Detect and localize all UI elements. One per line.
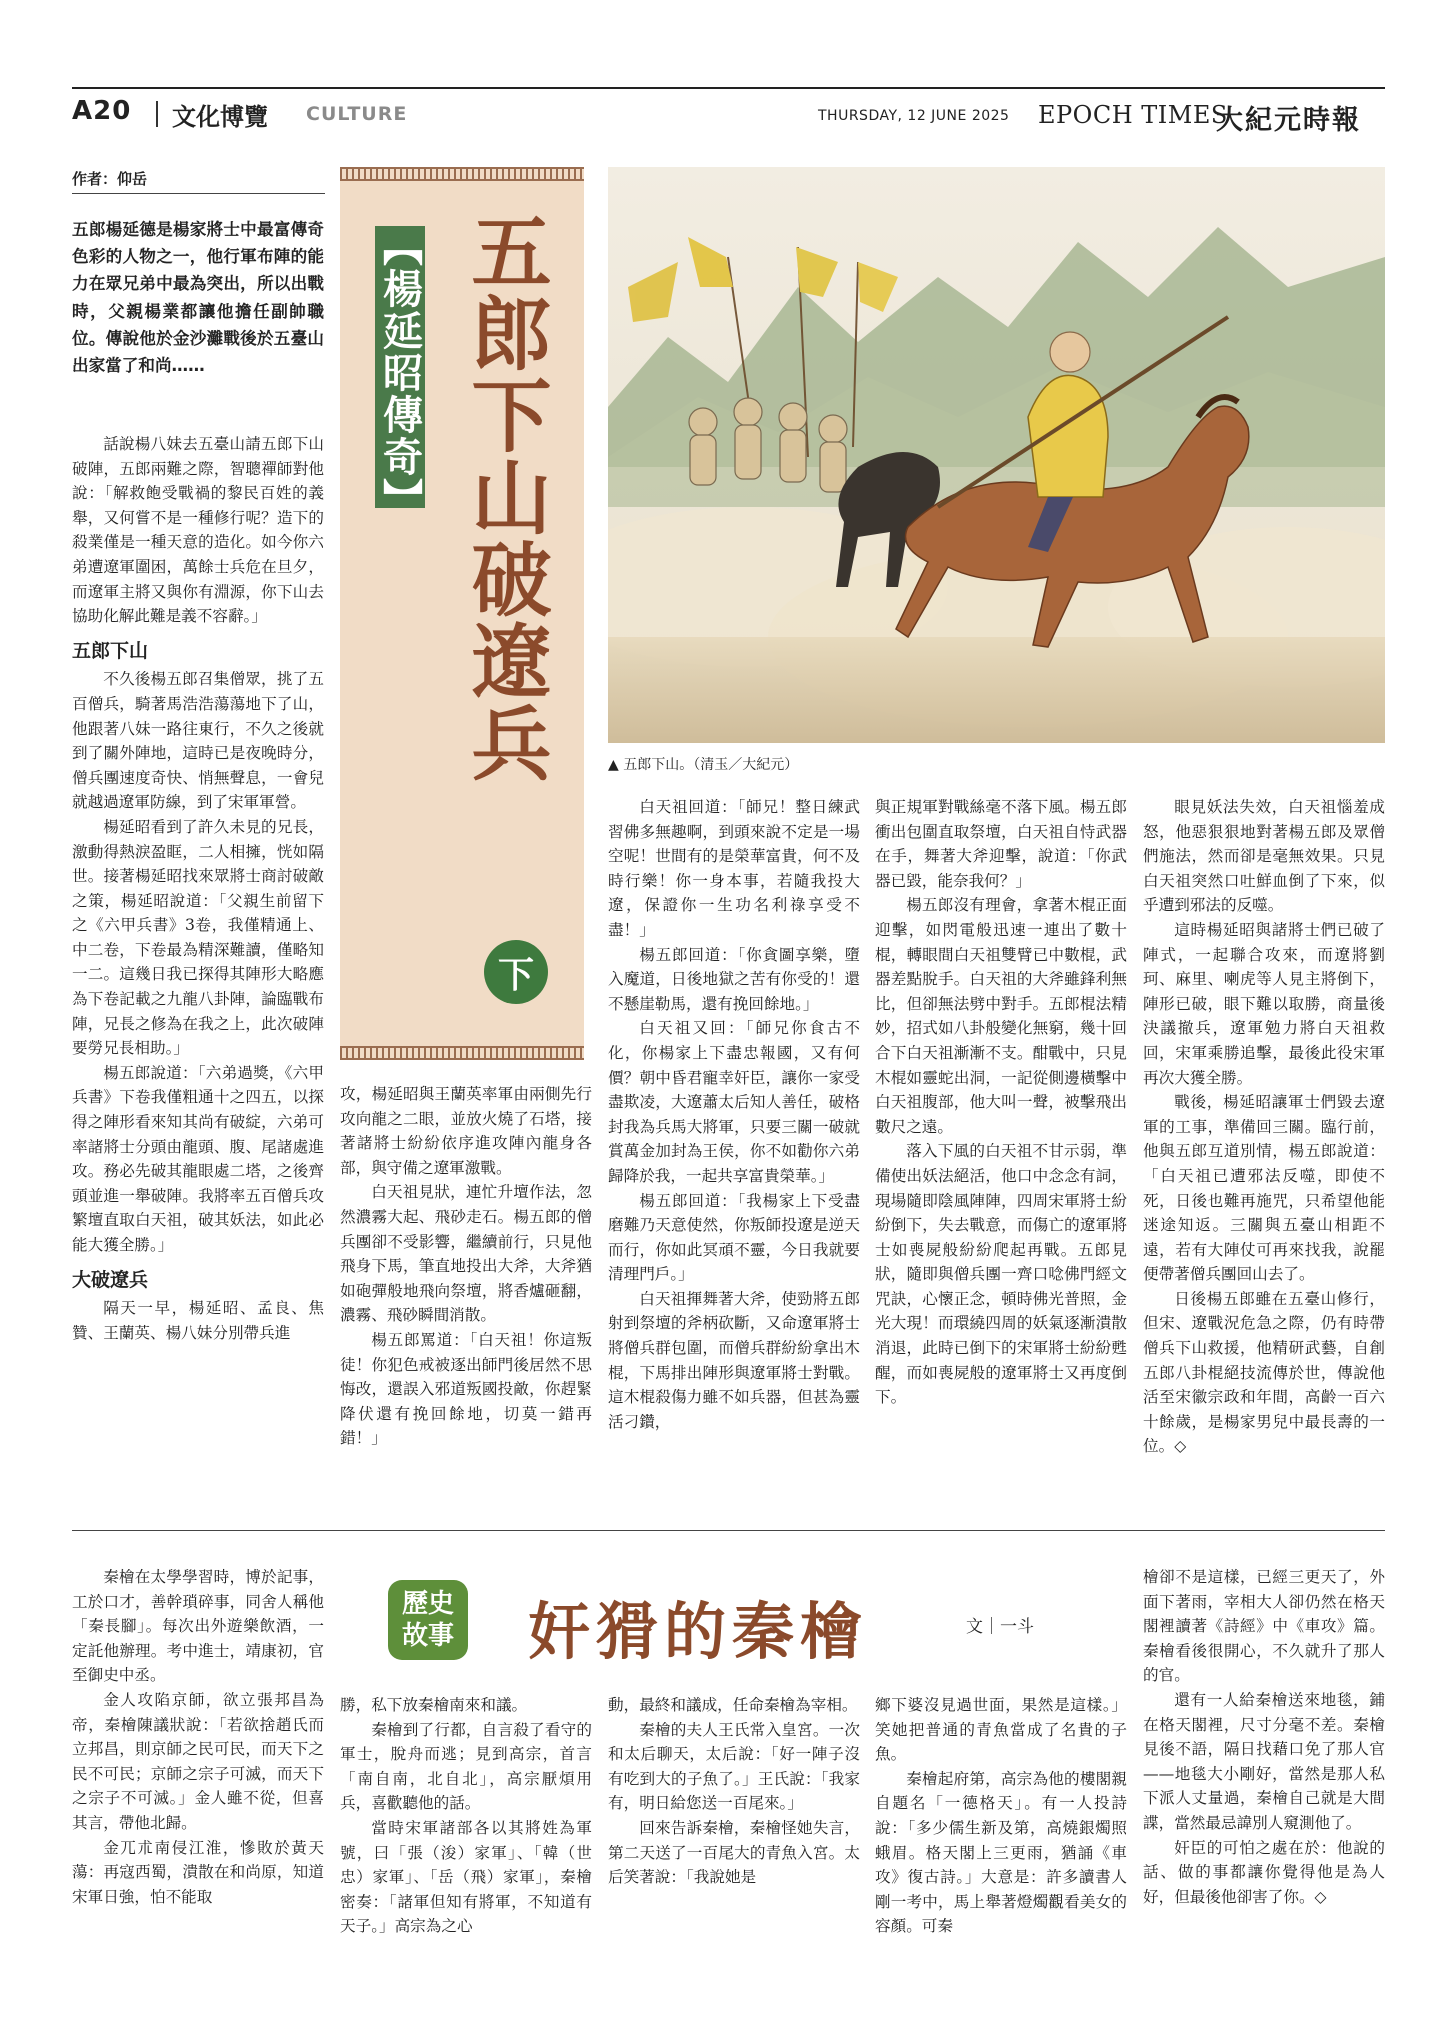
paragraph: 攻，楊延昭與王蘭英率軍由兩側先行攻向龍之二眼，並放火燒了石塔，接著諸將士紛紛依序進攻陣內龍身各部，與守備之遼軍激戰。 [340, 1085, 592, 1177]
badge-line-2: 故事 [401, 1621, 454, 1651]
part-badge: 下 [484, 940, 548, 1004]
issue-date: THURSDAY, 12 JUNE 2025 [818, 108, 1010, 124]
paragraph: 楊五郎說道：「六弟過獎，《六甲兵書》下卷我僅粗通十之四五，以探得之陣形看來知其尚有破綻，六弟可率諸將士分頭由龍頭、腹、尾諸處進攻。務必先破其龍眼處二塔，之後齊頭並進一舉破陣。我將率五百僧兵攻繁壇直取白天祖，破其妖法，如此必能大獲全勝。」 [72, 1063, 324, 1254]
paragraph: 日後楊五郎雖在五臺山修行，但宋、遼戰況危急之際，仍有時帶僧兵下山救援，他精研武藝，自創五郎八卦棍絕技流傳於世，傳說他活至宋徽宗政和年間，高齡一百六十餘歲，是楊家男兒中最長壽的一位。◇ [1143, 1289, 1385, 1456]
paragraph: 楊五郎回道：「你貪圖享樂，墮入魔道，日後地獄之苦有你受的！還不懸崖勒馬，還有挽回餘地。」 [608, 945, 860, 1013]
paragraph: 白天祖揮舞著大斧，使勁將五郎射到祭壇的斧柄砍斷，又命遼軍將士將僧兵群包圍，而僧兵群紛紛拿出木棍，下馬排出陣形與遼軍將士對戰。這木棍殺傷力雖不如兵器，但甚為靈活刁鑽， [608, 1289, 860, 1431]
paragraph: 楊五郎沒有理會，拿著木棍正面迎擊，如閃電般迅速一連出了數十棍，轉眼間白天祖雙臂已中數棍，武器差點脫手。白天祖的大斧雖鋒利無比，但卻無法劈中對手。五郎棍法精妙，招式如八卦般變化無窮，幾十回合下白天祖漸漸不支。酣戰中，只見木棍如靈蛇出洞，一記從側邊橫擊中白天祖腹部，他大叫一聲，被擊飛出數尺之遠。 [875, 896, 1127, 1136]
paragraph: 楊延昭看到了許久未見的兄長，激動得熱淚盈眶，二人相擁，恍如隔世。接著楊延昭找來眾將士商討破敵之策，楊延昭說道：「父親生前留下之《六甲兵書》3卷，我僅精通上、中二卷，下卷最為精深難讀，僅略知一二。這幾日我已探得其陣形大略應為下卷記載之九龍八卦陣，論臨戰布陣，兄長之修為在我之上，此次破陣要勞兄長相助。」 [72, 817, 324, 1058]
story2-column-5 [1143, 1565, 1385, 1909]
story-divider [72, 1530, 1385, 1531]
headline: 五郎下山破遼兵 [458, 210, 551, 784]
paragraph: 這時楊延昭與諸將士們已破了陣式，一起聯合攻來，而遼將劉珂、麻里、喇虎等人見主將倒下，陣形已破，眼下難以取勝，商量後決議撤兵，遼軍勉力將白天祖救回，宋軍乘勝追擊，最後此役宋軍再次大獲全勝。 [1143, 920, 1385, 1087]
paragraph: 金人攻陷京師，欲立張邦昌為帝，秦檜陳議狀說：「若欲捨趙氏而立邦昌，則京師之民可民，而天下之民不可民；京師之宗子可滅，而天下之宗子不可滅。」金人雖不從，但喜其言，帶他北歸。 [72, 1690, 324, 1832]
article-column-4 [875, 795, 1127, 1410]
author-line: 作者：仰岳 [72, 170, 148, 188]
article-column-5 [1143, 795, 1385, 1459]
story2-column-3 [608, 1693, 860, 1890]
paragraph: 勝，私下放秦檜南來和議。 [340, 1696, 528, 1714]
fret-border-bottom [340, 1046, 584, 1060]
article-column-1 [72, 432, 324, 1345]
paragraph: 白天祖見狀，連忙升壇作法，忽然濃霧大起、飛砂走石。楊五郎的僧兵團卻不受影響，繼續前行，只見他飛身下馬，筆直地投出大斧，大斧猶如砲彈般地飛向祭壇，將香爐砸翻，濃霧、飛砂瞬間消散。 [340, 1183, 592, 1325]
paragraph: 楊五郎罵道：「白天祖！你這叛徒！你犯色戒被逐出師門後居然不思悔改，還誤入邪道叛國投敵，你趕緊降伏還有挽回餘地，切莫一錯再錯！」 [340, 1330, 592, 1448]
author-rule [72, 193, 325, 194]
paragraph: 檜卻不是這樣，已經三更天了，外面下著雨，宰相大人卻仍然在格天閣裡讀著《詩經》中《車攻》篇。秦檜看後很開心，不久就升了那人的官。 [1143, 1568, 1385, 1685]
fret-border-top [340, 167, 584, 181]
paragraph: 秦檜到了行都，自言殺了看守的軍士，脫舟而逃；見到高宗，首言「南自南，北自北」，高宗厭煩用兵，喜歡聽他的話。 [340, 1720, 592, 1813]
story2-column-2 [340, 1693, 592, 1939]
paragraph: 奸臣的可怕之處在於：他說的話、做的事都讓你覺得他是為人好，但最後他卻害了你。◇ [1143, 1838, 1385, 1906]
paragraph: 眼見妖法失效，白天祖惱羞成怒，他惡狠狠地對著楊五郎及眾僧們施法，然而卻是毫無效果。只見白天祖突然口吐鮮血倒了下來，似乎遭到邪法的反噬。 [1143, 798, 1385, 915]
paragraph: 白天祖回道：「師兄！整日練武習佛多無趣啊，到頭來說不定是一場空呢！世間有的是榮華富貴，何不及時行樂！你一身本事，若隨我投大遼，保證你一生功名利祿享受不盡！」 [608, 798, 860, 939]
paragraph: 秦檜的夫人王氏常入皇宮。一次和太后聊天，太后說：「好一陣子沒有吃到大的子魚了。」王氏說：「我家有，明日給您送一百尾來。」 [608, 1720, 860, 1813]
photo-caption: ▲ 五郎下山。（清玉／大紀元） [608, 757, 799, 773]
subheading: 五郎下山 [72, 639, 149, 662]
paragraph: 回來告訴秦檜，秦檜怪她失言，第二天送了一百尾大的青魚入宮。太后笑著說：「我說她是 [608, 1818, 860, 1887]
lead-paragraph: 五郎楊延德是楊家將士中最富傳奇色彩的人物之一，他行軍布陣的能力在眾兄弟中最為突出，所以出戰時，父親楊業都讓他擔任副帥職位。傳說他於金沙灘戰後於五臺山出家當了和尚…… [72, 220, 324, 376]
masthead-cn: 大紀元時報 [1216, 105, 1361, 136]
section-title-en: CULTURE [306, 103, 408, 125]
paragraph: 秦檜起府第，高宗為他的樓閣親自題名「一德格天」。有一人投詩說：「多少儒生新及第，高燒銀燭照蛾眉。格天閣上三更雨，猶誦《車攻》復古詩。」大意是：許多讀書人剛一考中，馬上舉著燈燭觀看美女的容顏。可秦 [875, 1769, 1127, 1936]
header-rule [72, 87, 1385, 89]
section-title: 文化博覽 [172, 103, 268, 131]
badge-line-1: 歷史 [401, 1589, 454, 1619]
masthead-en: EPOCH TIMES [1038, 101, 1228, 129]
illustration [608, 167, 1385, 743]
paragraph: 話說楊八妹去五臺山請五郎下山破陣，五郎兩難之際，智聰禪師對他說：「解救飽受戰禍的黎民百姓的義舉，又何嘗不是一種修行呢？造下的殺業僅是一種天意的造化。如今你六弟遭遼軍圍困，萬餘士兵危在旦夕，而遼軍主將又與你有淵源，你下山去協助化解此難是義不容辭。」 [72, 435, 324, 626]
story2-column-4 [875, 1693, 1127, 1939]
paragraph: 鄉下婆沒見過世面，果然是這樣。」笑她把普通的青魚當成了名貴的子魚。 [875, 1696, 1127, 1764]
paragraph: 與正規軍對戰絲毫不落下風。楊五郎衝出包圍直取祭壇，白天祖自恃武器在手，舞著大斧迎擊，說道：「你武器已毀，能奈我何？」 [875, 798, 1127, 890]
paragraph: 楊五郎回道：「我楊家上下受盡磨難乃天意使然，你叛師投遼是逆天而行，你如此冥頑不靈，今日我就要清理門戶。」 [608, 1191, 860, 1284]
paragraph: 秦檜在太學學習時，博於記事，工於口才，善幹瑣碎事，同舍人稱他「秦長腳」。每次出外遊樂飲酒，一定託他辦理。考中進士，靖康初，官至御史中丞。 [72, 1568, 324, 1685]
subheading: 大破遼兵 [72, 1268, 149, 1291]
story2-column-1 [72, 1565, 324, 1909]
article-column-3 [608, 795, 860, 1434]
paragraph: 白天祖又回：「師兄你食古不化，你楊家上下盡忠報國，又有何價？朝中昏君寵幸奸臣，讓你一家受盡欺凌，大遼蕭太后知人善任，破格封我為兵馬大將軍，只要三關一破就賞萬金加封為王侯，你不如勸你六弟歸降於我，一起共享富貴榮華。」 [608, 1019, 860, 1185]
paragraph: 當時宋軍諸部各以其將姓為軍號，曰「張（浚）家軍」、「韓（世忠）家軍」、「岳（飛）家軍」，秦檜密奏：「諸軍但知有將軍，不知道有天子。」高宗為之心 [340, 1818, 592, 1936]
page-number: A20 [72, 96, 132, 126]
header-divider [156, 101, 158, 127]
paragraph: 戰後，楊延昭讓軍士們毀去遼軍的工事，準備回三關。臨行前，他與五郎互道別情，楊五郎說道：「白天祖已遭邪法反噬，即使不死，日後也難再施咒，只希望他能迷途知返。三關與五臺山相距不遠，若有大陣仗可再來找我，說罷便帶著僧兵團回山去了。 [1143, 1093, 1385, 1284]
paragraph: 不久後楊五郎召集僧眾，挑了五百僧兵，騎著馬浩浩蕩蕩地下了山，他跟著八妹一路往東行，不久之後就到了關外陣地，這時已是夜晚時分，僧兵團速度奇快、悄無聲息，一會兒就越過遼軍防線，到了宋軍軍營。 [72, 670, 324, 812]
article-column-2 [340, 1082, 592, 1451]
series-label: 【楊延昭傳奇】 [375, 226, 425, 508]
headline-2: 奸猾的秦檜 [528, 1595, 869, 1668]
paragraph: 還有一人給秦檜送來地毯，鋪在格天閣裡，尺寸分毫不差。秦檜見後不語，隔日找藉口免了那人官——地毯大小剛好，當然是那人私下派人丈量過，秦檜自己就是大間諜，當然最忌諱別人窺測他了。 [1143, 1690, 1385, 1832]
paragraph: 隔天一早，楊延昭、孟良、焦贊、王蘭英、楊八妹分別帶兵進 [72, 1299, 324, 1342]
paragraph: 落入下風的白天祖不甘示弱，準備使出妖法絕活，他口中念念有詞，現場隨即陰風陣陣，四周宋軍將士紛紛倒下，失去戰意，而傷亡的遼軍將士如喪屍般紛紛爬起再戰。五郎見狀，隨即與僧兵團一齊口唸佛門經文咒訣，心懷正念，頓時佛光普照，金光大現！而環繞四周的妖氣逐漸潰散消退，此時已倒下的宋軍將士紛紛甦醒，而如喪屍般的遼軍將士又再度倒下。 [875, 1142, 1127, 1407]
byline-2: 文｜一斗 [966, 1617, 1034, 1637]
history-story-badge [388, 1580, 468, 1660]
paragraph: 動，最終和議成，任命秦檜為宰相。 [608, 1696, 858, 1714]
paragraph: 金兀朮南侵江淮，慘敗於黃天蕩：再寇西蜀，潰散在和尚原，知道宋軍日強，怕不能取 [72, 1838, 324, 1906]
